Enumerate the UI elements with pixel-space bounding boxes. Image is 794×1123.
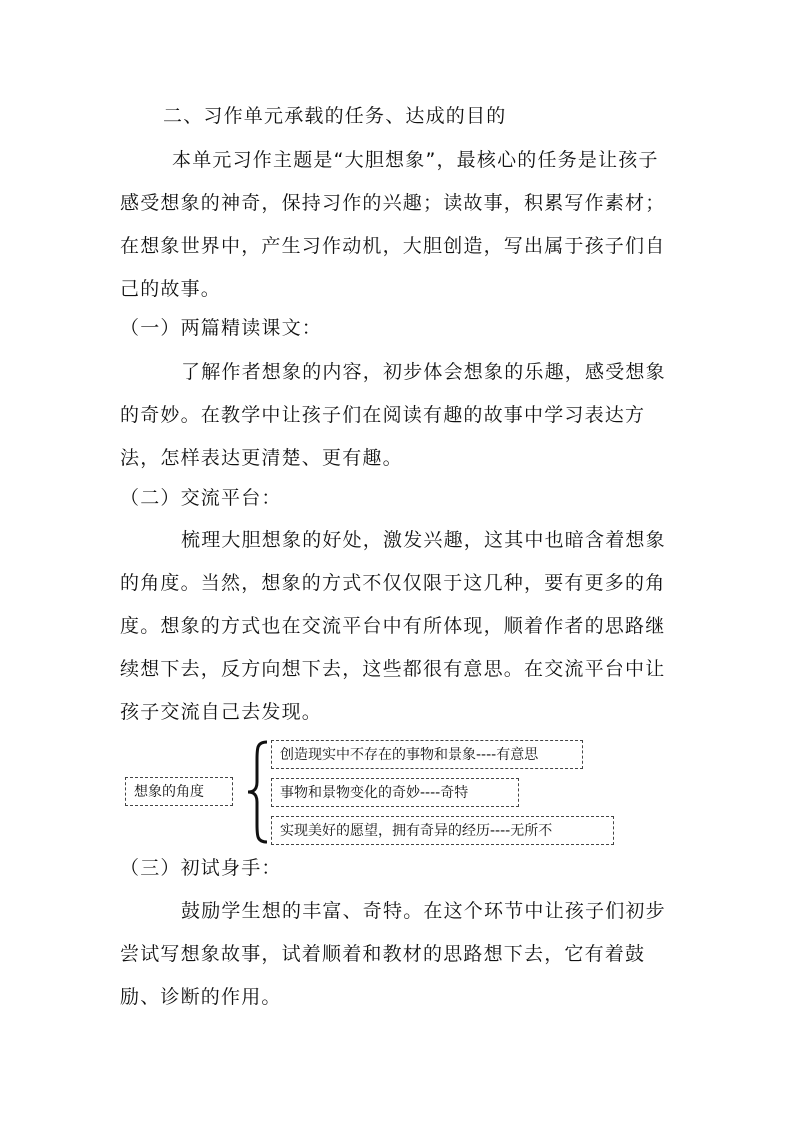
part3-line: 励、诊断的作用。 (120, 986, 282, 1008)
part1-heading: （一）两篇精读课文： (120, 317, 323, 339)
part2-line: 度。想象的方式也在交流平台中有所体现，顺着作者的思路继 (120, 615, 666, 637)
part1-line: 的奇妙。在教学中让孩子们在阅读有趣的故事中学习表达方 (120, 404, 646, 426)
part1-line: 了解作者想象的内容，初步体会想象的乐趣，感受想象 (181, 361, 666, 383)
intro-line: 感受想象的神奇，保持习作的兴趣；读故事，积累写作素材； (120, 192, 666, 214)
curly-brace-icon (245, 740, 271, 844)
part2-line: 的角度。当然，想象的方式不仅仅限于这几种，要有更多的角 (120, 572, 666, 594)
intro-line: 己的故事。 (120, 278, 222, 300)
part3-line: 鼓励学生想的丰富、奇特。在这个环节中让孩子们初步 (181, 900, 666, 922)
intro-line: 本单元习作主题是“大胆想象”，最核心的任务是让孩子 (172, 149, 659, 171)
part1-line: 法，怎样表达更清楚、更有趣。 (120, 447, 403, 469)
diagram-branch: 实现美好的愿望，拥有奇异的经历----无所不 (271, 816, 614, 845)
part3-heading: （三）初试身手： (120, 857, 282, 879)
diagram-branch: 创造现实中不存在的事物和景象----有意思 (271, 740, 583, 769)
diagram-branch: 事物和景物变化的奇妙----奇特 (271, 778, 519, 807)
section-title: 二、习作单元承载的任务、达成的目的 (163, 105, 507, 127)
part2-line: 孩子交流自己去发现。 (120, 701, 323, 723)
part2-line: 梳理大胆想象的好处，激发兴趣，这其中也暗含着想象 (181, 529, 666, 551)
diagram-root: 想象的角度 (125, 777, 233, 806)
part3-line: 尝试写想象故事，试着顺着和教材的思路想下去，它有着鼓 (120, 943, 646, 965)
intro-line: 在想象世界中，产生习作动机，大胆创造，写出属于孩子们自 (120, 235, 666, 257)
part2-heading: （二）交流平台： (120, 487, 282, 509)
part2-line: 续想下去，反方向想下去，这些都很有意思。在交流平台中让 (120, 658, 666, 680)
